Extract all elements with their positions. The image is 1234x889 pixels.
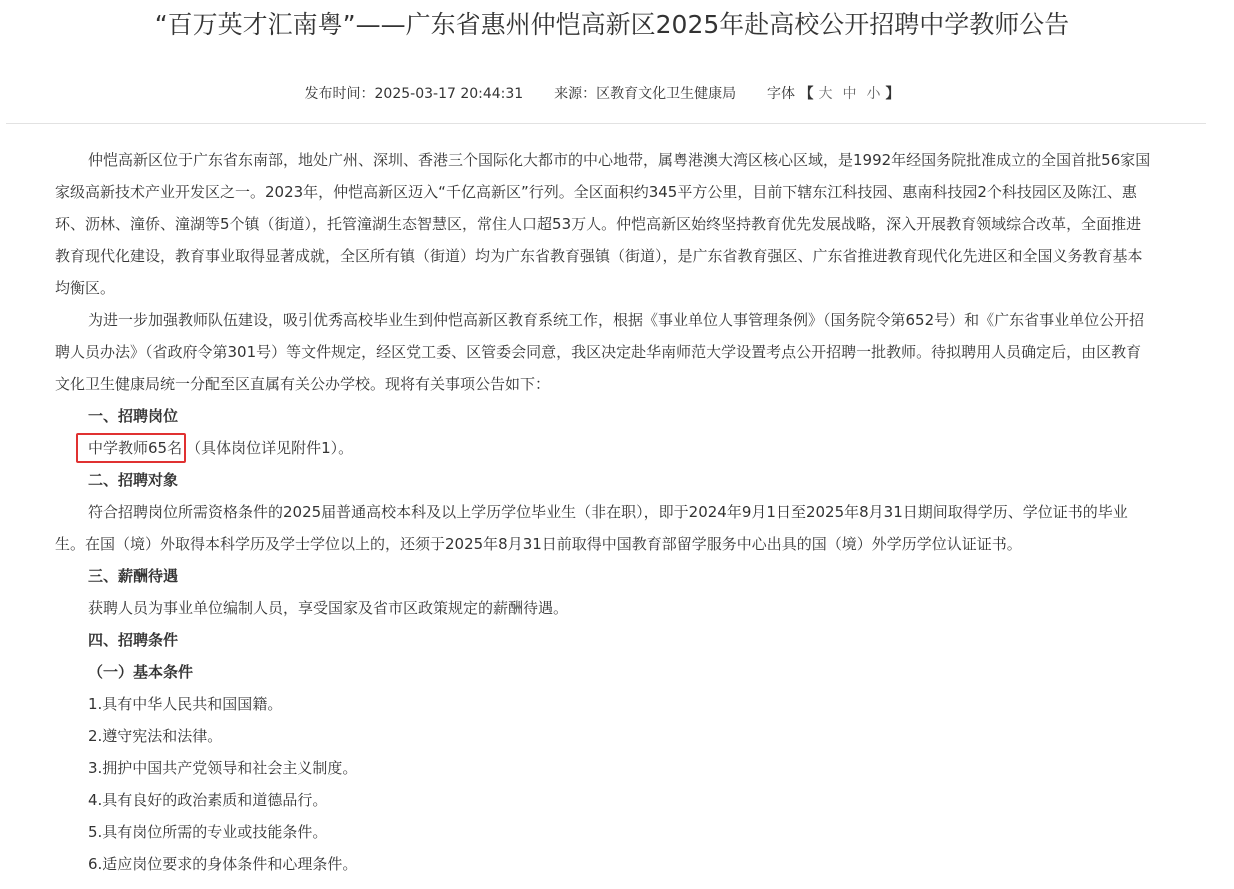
condition-item: 5.具有岗位所需的专业或技能条件。 [88, 823, 328, 841]
header-divider [6, 123, 1206, 124]
article-meta [0, 82, 1204, 106]
subsection-heading-basic: （一）基本条件 [88, 663, 194, 681]
condition-item: 1.具有中华人民共和国国籍。 [88, 695, 283, 713]
publish-label: 发布时间： [304, 86, 375, 102]
source-label: 来源： [554, 86, 597, 102]
condition-item: 4.具有良好的政治素质和道德品行。 [88, 791, 328, 809]
section-heading-positions: 一、招聘岗位 [88, 407, 179, 425]
positions-paragraph [55, 432, 1155, 464]
font-size-label: 字体 [767, 86, 796, 102]
condition-item: 6.适应岗位要求的身体条件和心理条件。 [88, 855, 358, 873]
positions-detail: （具体岗位详见附件1）。 [186, 439, 354, 457]
font-size-bracket-close: 】 [885, 86, 900, 102]
targets-paragraph: 符合招聘岗位所需资格条件的2025届普通高校本科及以上学历学位毕业生（非在职），即于2024年9月1日至2025年8月31日期间取得学历、学位证书的毕业生。在国（境）外取得本科学历及学士学位以上的，还须于2025年8月31日前取得中国教育部留学服务中心出具的国（境）外学历学位认证证书。 [55, 503, 1128, 553]
condition-item: 2.遵守宪法和法律。 [88, 727, 223, 745]
purpose-paragraph: 为进一步加强教师队伍建设，吸引优秀高校毕业生到仲恺高新区教育系统工作，根据《事业单位人事管理条例》（国务院令第652号）和《广东省事业单位公开招聘人员办法》（省政府令第301号）等文件规定，经区党工委、区管委会同意，我区决定赴华南师范大学设置考点公开招聘一批教师。待拟聘用人员确定后，由区教育文化卫生健康局统一分配至区直属有关公办学校。现将有关事项公告如下： [55, 311, 1145, 393]
condition-item: 3.拥护中国共产党领导和社会主义制度。 [88, 759, 358, 777]
section-heading-conditions: 四、招聘条件 [88, 631, 179, 649]
source-value: 区教育文化卫生健康局 [596, 86, 737, 102]
section-heading-targets: 二、招聘对象 [88, 471, 179, 489]
article-body [55, 144, 1155, 880]
salary-paragraph: 获聘人员为事业单位编制人员，享受国家及省市区政策规定的薪酬待遇。 [88, 599, 569, 617]
intro-paragraph: 仲恺高新区位于广东省东南部，地处广州、深圳、香港三个国际化大都市的中心地带，属粤港澳大湾区核心区域，是1992年经国务院批准成立的全国首批56家国家级高新技术产业开发区之一。2023年，仲恺高新区迈入“千亿高新区”行列。全区面积约345平方公里，目前下辖东江科技园、惠南科技园2个科技园区及陈江、惠环、沥林、潼侨、潼湖等5个镇（街道），托管潼湖生态智慧区，常住人口超53万人。仲恺高新区始终坚持教育优先发展战略，深入开展教育领域综合改革，全面推进教育现代化建设，教育事业取得显著成就，全区所有镇（街道）均为广东省教育强镇（街道），是广东省教育强区、广东省推进教育现代化先进区和全国义务教育基本均衡区。 [55, 151, 1151, 297]
font-size-large-link[interactable]: 大 [818, 86, 833, 102]
article-title: “百万英才汇南粤”——广东省惠州仲恺高新区2025年赴高校公开招聘中学教师公告 [154, 10, 1070, 39]
font-size-medium-link[interactable]: 中 [842, 86, 857, 102]
section-heading-salary: 三、薪酬待遇 [88, 567, 179, 585]
positions-highlight: 中学教师65名 [76, 433, 186, 463]
font-size-small-link[interactable]: 小 [866, 86, 881, 102]
publish-time: 2025-03-17 20:44:31 [374, 86, 524, 102]
font-size-bracket-open: 【 [799, 86, 814, 102]
